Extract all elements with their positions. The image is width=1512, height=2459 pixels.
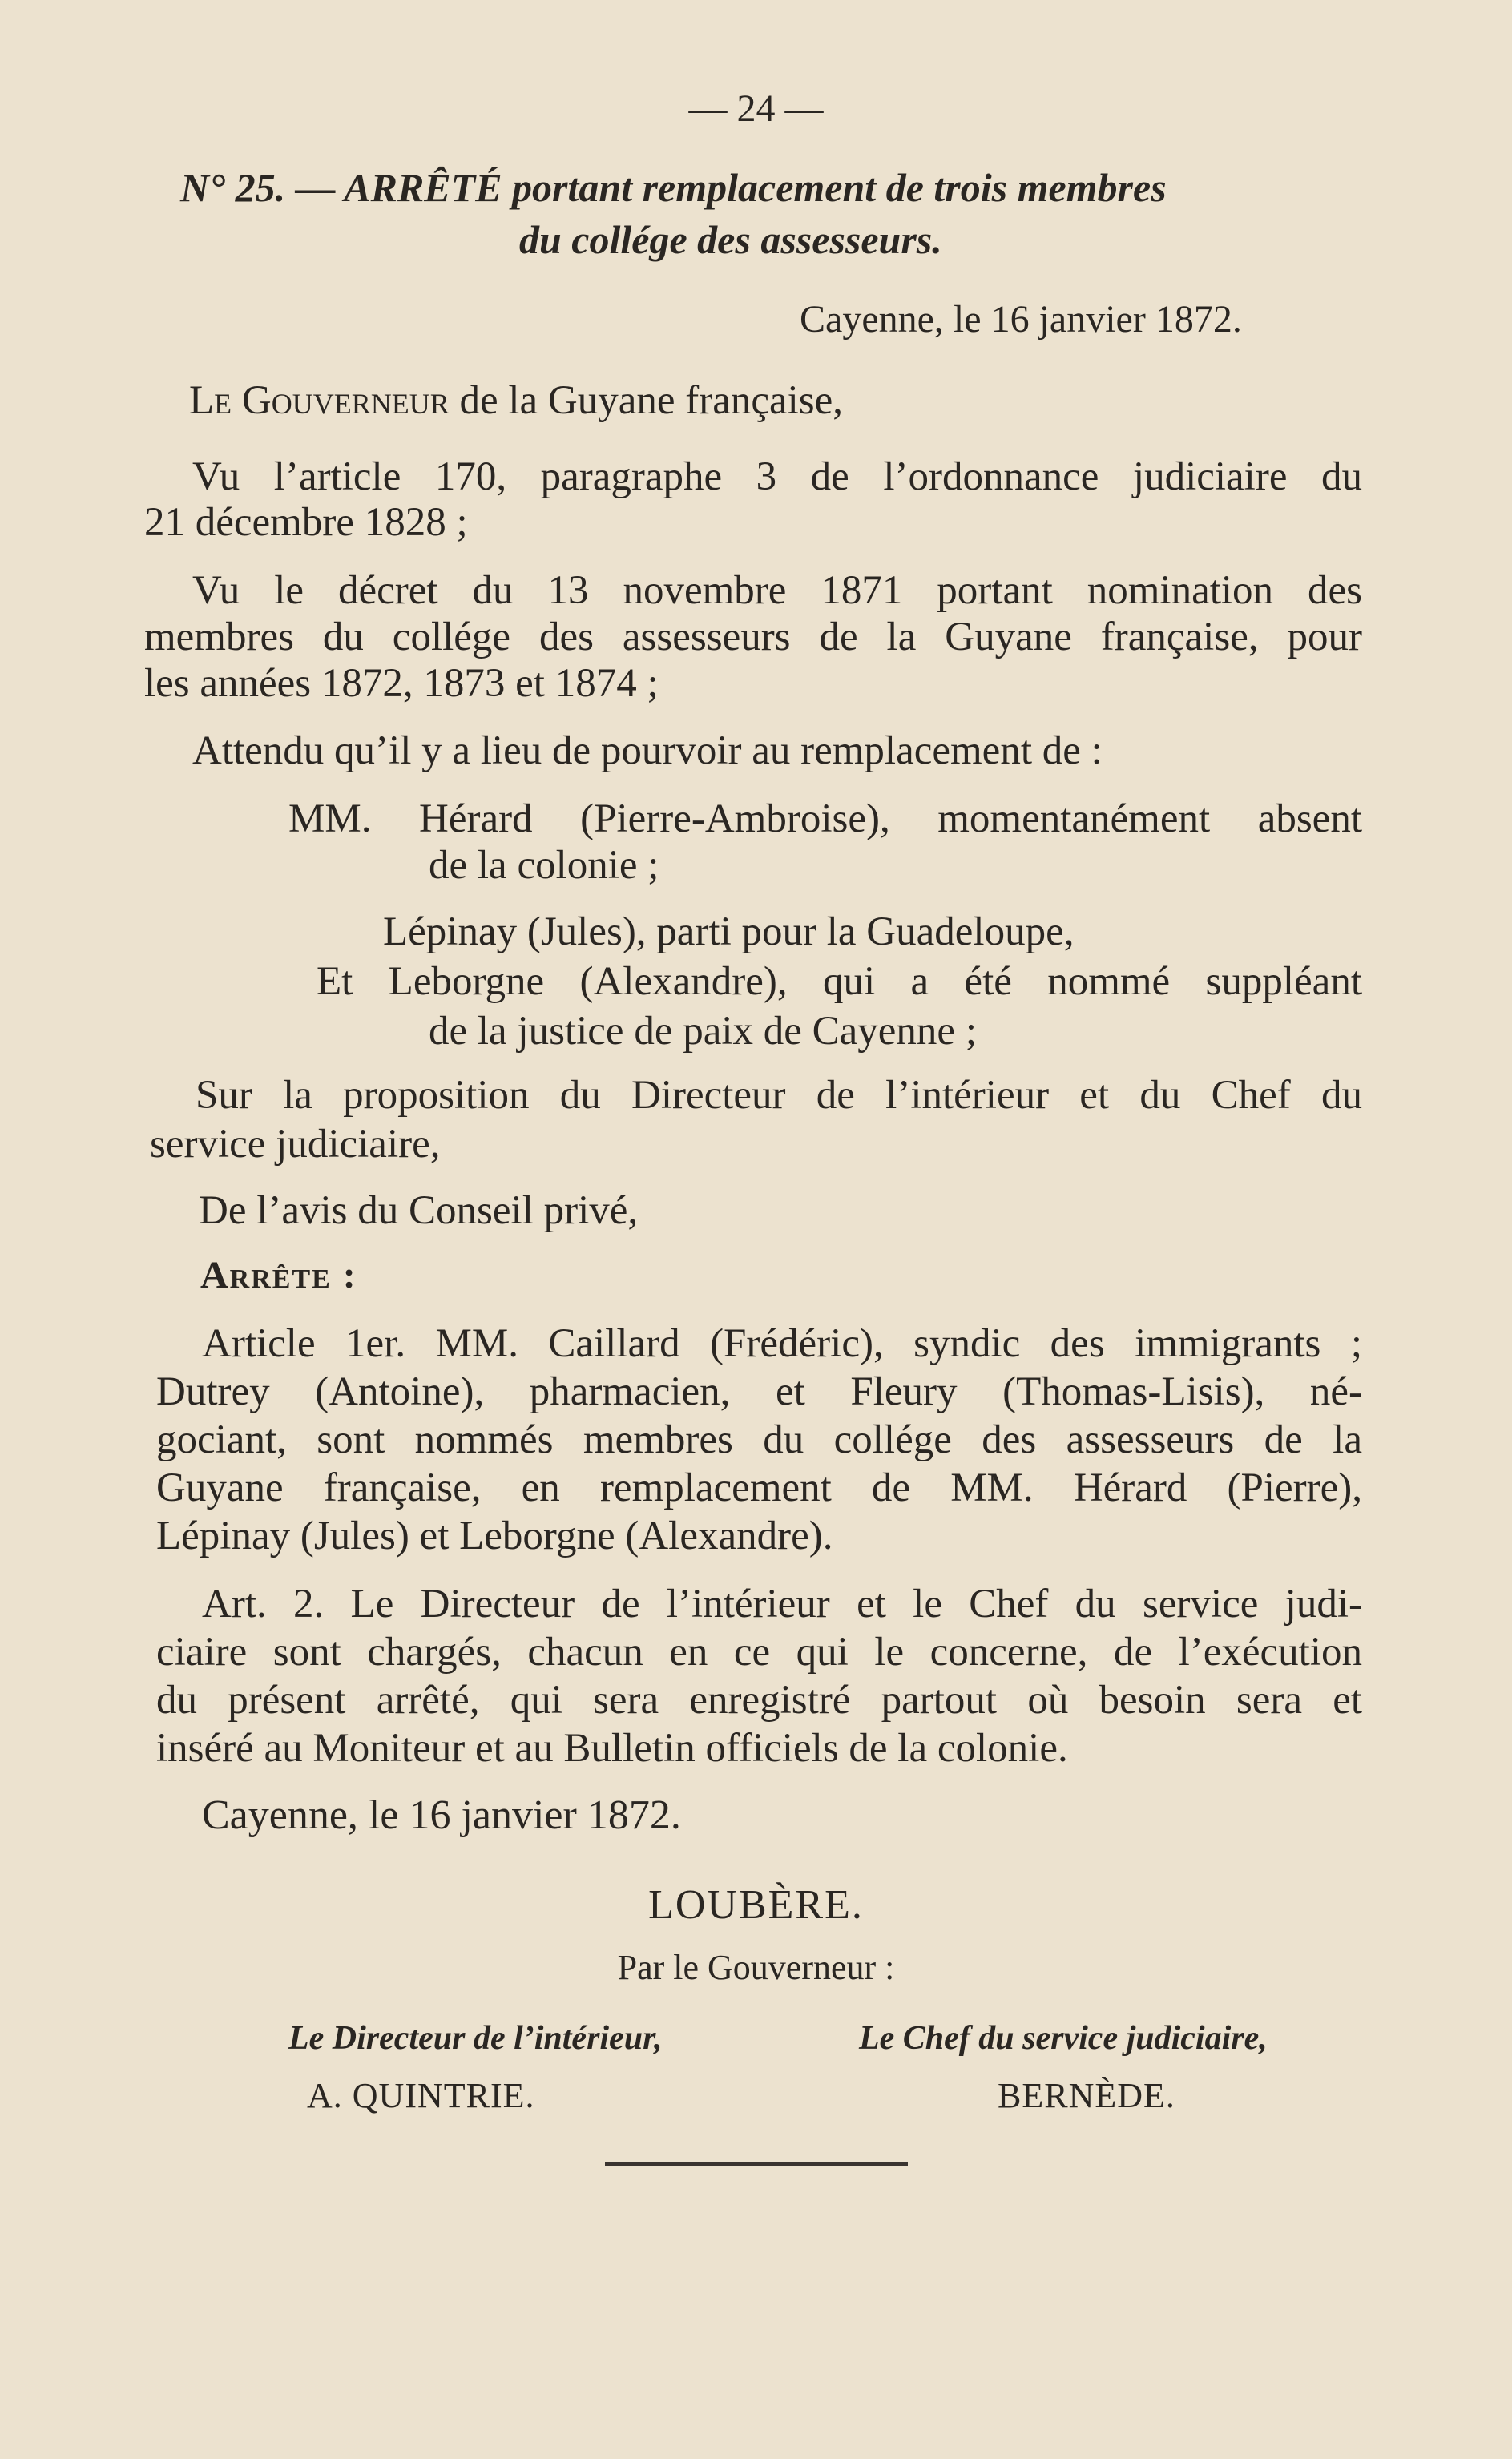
avis-line: De l’avis du Conseil privé,	[199, 1188, 639, 1233]
closing-rule	[605, 2162, 908, 2166]
person-1-line-1: MM. Hérard (Pierre-Ambroise), momentanément absent	[288, 796, 1362, 841]
person-2-line: Lépinay (Jules), parti pour la Guadeloupe,	[383, 909, 1075, 954]
vu2-line-2: membres du collége des assesseurs de la Guyane française, pour	[144, 615, 1362, 659]
attendu-line: Attendu qu’il y a lieu de pourvoir au remplacement de :	[192, 728, 1103, 773]
article2-line-3: du présent arrêté, qui sera enregistré partout où besoin sera et	[156, 1678, 1362, 1723]
title-line-1: N° 25. — ARRÊTÉ portant remplacement de trois membres	[180, 165, 1167, 210]
closing-date: Cayenne, le 16 janvier 1872.	[202, 1792, 681, 1838]
vu2-line-3: les années 1872, 1873 et 1874 ;	[144, 661, 659, 706]
judicial-chief-title: Le Chef du service judiciaire,	[859, 2020, 1268, 2057]
page-number: — 24 —	[688, 87, 824, 130]
governor-line	[189, 378, 844, 423]
person-3-line-1: Et Leborgne (Alexandre), qui a été nommé suppléant	[317, 959, 1362, 1004]
judicial-chief-name: BERNÈDE.	[998, 2076, 1175, 2115]
governor-signature: LOUBÈRE.	[648, 1882, 864, 1928]
article1-line-1: Article 1er. MM. Caillard (Frédéric), syndic des immigrants ;	[202, 1321, 1362, 1366]
article2-line-4: inséré au Moniteur et au Bulletin officiels de la colonie.	[156, 1726, 1068, 1771]
vu1-line-2: 21 décembre 1828 ;	[144, 500, 468, 545]
title-line-2: du collége des assesseurs.	[519, 217, 942, 262]
director-name: A. QUINTRIE.	[307, 2076, 535, 2115]
article2-line-2: ciaire sont chargés, chacun en ce qui le concerne, de l’exécution	[156, 1630, 1362, 1675]
article1-line-5: Lépinay (Jules) et Leborgne (Alexandre).	[156, 1514, 833, 1558]
vu1-line-1: Vu l’article 170, paragraphe 3 de l’ordonnance judiciaire du	[192, 454, 1362, 499]
proposition-line-1: Sur la proposition du Directeur de l’intérieur et du Chef du	[196, 1073, 1362, 1118]
person-1-line-2: de la colonie ;	[429, 843, 659, 888]
dateline: Cayenne, le 16 janvier 1872.	[800, 298, 1242, 341]
article1-line-3: gociant, sont nommés membres du collége des assesseurs de la	[156, 1417, 1362, 1462]
article1-line-4: Guyane française, en remplacement de MM. Hérard (Pierre),	[156, 1465, 1362, 1510]
article1-line-2: Dutrey (Antoine), pharmacien, et Fleury (Thomas-Lisis), né-	[156, 1369, 1362, 1414]
by-governor-line: Par le Gouverneur :	[617, 1948, 895, 1987]
director-title: Le Directeur de l’intérieur,	[288, 2020, 663, 2057]
governor-rest: de la Guyane française,	[449, 378, 844, 423]
arrete-label: Arrête :	[200, 1254, 357, 1296]
proposition-line-2: service judiciaire,	[150, 1122, 441, 1167]
governor-caps: Le Gouverneur	[189, 378, 450, 423]
vu2-line-1: Vu le décret du 13 novembre 1871 portant nomination des	[192, 568, 1362, 613]
article2-line-1: Art. 2. Le Directeur de l’intérieur et le Chef du service judi-	[202, 1582, 1362, 1627]
person-3-line-2: de la justice de paix de Cayenne ;	[429, 1009, 977, 1054]
